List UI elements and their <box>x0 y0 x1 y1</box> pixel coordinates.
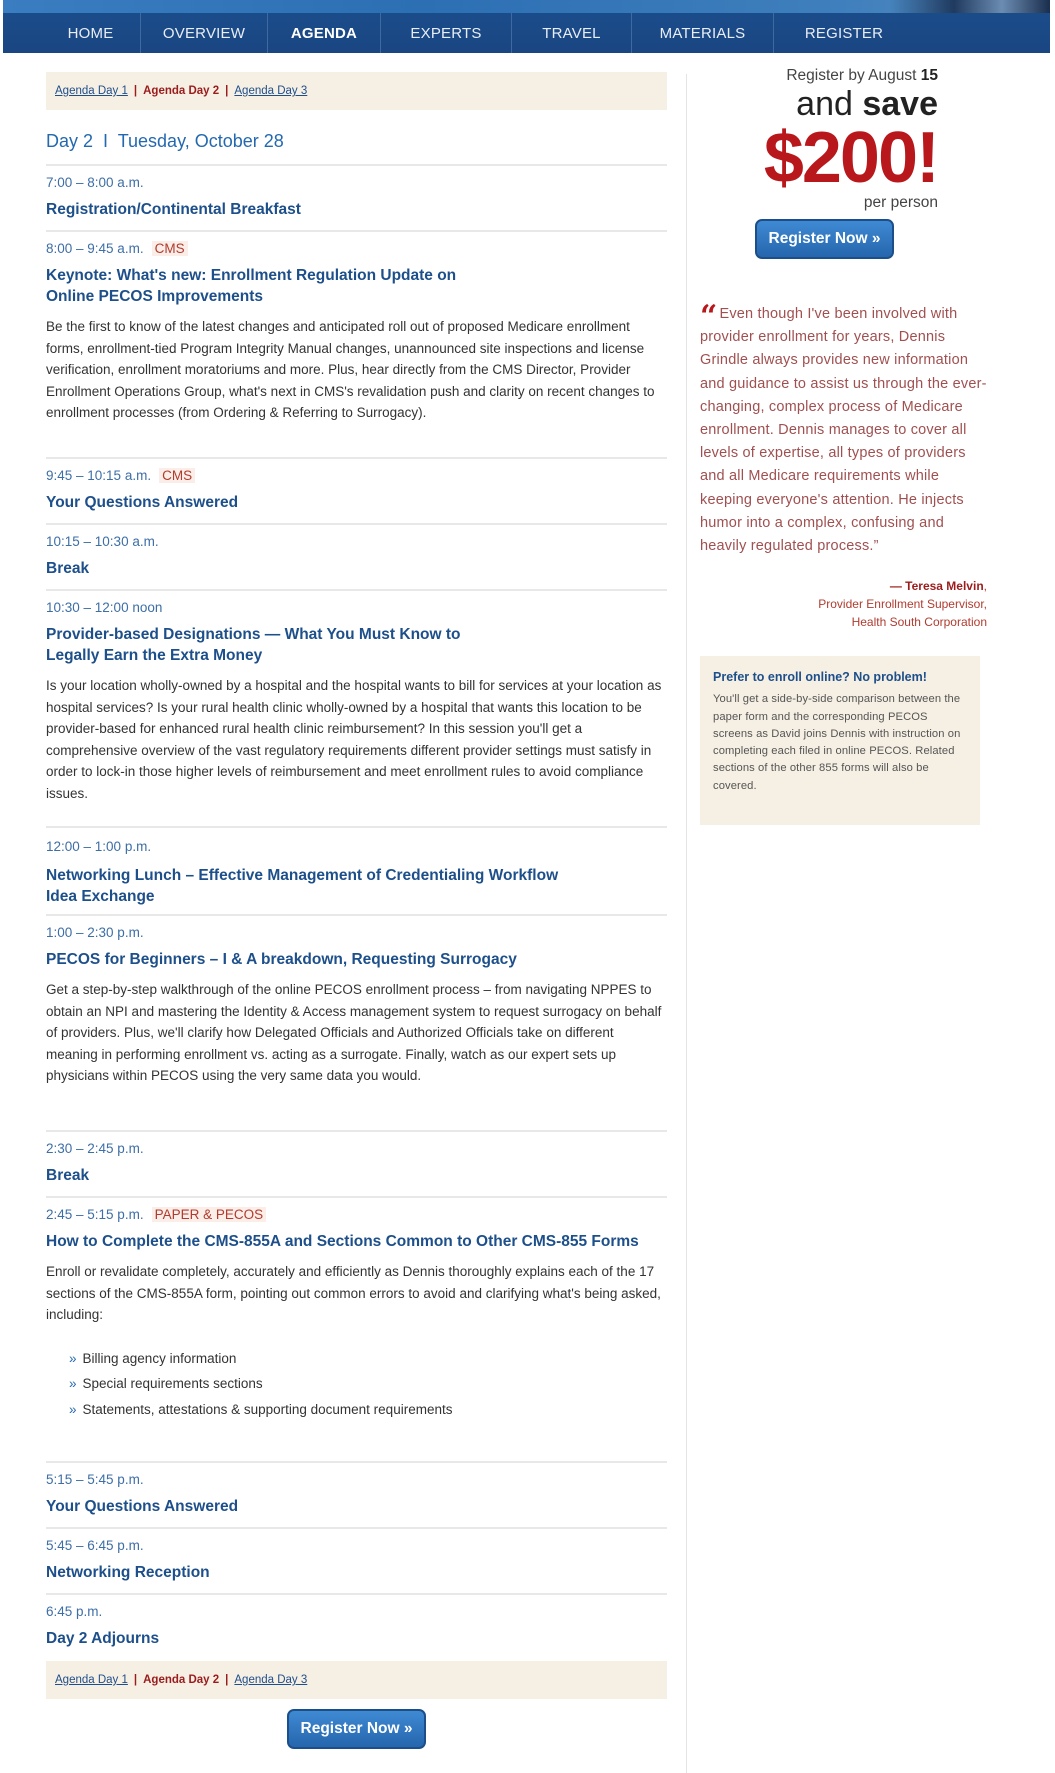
session <box>46 828 667 916</box>
session-title: Networking Lunch – Effective Management of Credentialing Workflow Idea Exchange <box>46 867 559 905</box>
session-description: Is your location wholly-owned by a hospital and the hospital wants to bill for services at your location as hospital services? Is your rural health clinic wholly-owned by a hospital that wants this location to be provider-based for enhanced rural health clinic reimbursement? In this session you'll get a comprehensive overview of the vast regulatory requirements different provider settings must satisfy in order to lock-in those higher levels of reimbursement and meet enrollment rules to avoid compliance issues. <box>46 678 662 801</box>
session-title: Break <box>46 1167 90 1184</box>
separator: | <box>225 1674 229 1686</box>
session-tag: CMS <box>152 241 188 256</box>
online-enroll-box <box>700 656 980 825</box>
nav-overview[interactable]: OVERVIEW <box>141 13 268 53</box>
chevron-right-icon: » <box>69 1401 77 1417</box>
session-time: 12:00 – 1:00 p.m. <box>46 839 152 854</box>
sidebar <box>700 66 990 825</box>
session <box>46 166 667 232</box>
session <box>46 1198 667 1463</box>
testimonial-org: Health South Corporation <box>851 615 987 630</box>
session-time: 10:15 – 10:30 a.m. <box>46 534 159 549</box>
session <box>46 525 667 591</box>
early-bird-promo <box>700 66 938 213</box>
session-description: Enroll or revalidate completely, accurately and efficiently as Dennis thoroughly explains each of the 17 sections of the CMS-855A form, pointing out common errors to avoid and clarifying what's being asked, including: <box>46 1264 661 1322</box>
testimonial-attribution: — Teresa Melvin, Provider Enrollment Supervisor, Health South Corporation <box>700 577 987 631</box>
promo-save-line: and save <box>796 85 938 123</box>
session <box>46 1529 667 1595</box>
session <box>46 1132 667 1198</box>
bullet-list <box>46 1346 667 1423</box>
session-title: Networking Reception <box>46 1564 210 1581</box>
nav-experts[interactable]: EXPERTS <box>381 13 512 53</box>
session-tag: PAPER & PECOS <box>152 1207 267 1222</box>
session <box>46 591 667 828</box>
session-title: Break <box>46 560 90 577</box>
promo-amount: $200! <box>763 118 938 198</box>
promo-per-person: per person <box>863 194 938 211</box>
session <box>46 916 667 1132</box>
session-time: 9:45 – 10:15 a.m. CMS <box>46 467 667 485</box>
column-divider <box>686 74 687 1773</box>
session <box>46 1595 667 1661</box>
day-title: Day 2 I Tuesday, October 28 <box>46 128 667 166</box>
session-time: 10:30 – 12:00 noon <box>46 600 163 615</box>
nav-register[interactable]: REGISTER <box>804 24 884 42</box>
agenda-day-links-bottom <box>46 1661 667 1699</box>
session <box>46 232 667 459</box>
agenda-column <box>46 72 667 1749</box>
session-time: 5:45 – 6:45 p.m. <box>46 1538 144 1553</box>
register-now-button[interactable]: Register Now » <box>287 1709 426 1749</box>
online-box-title: Prefer to enroll online? No problem! <box>713 670 927 685</box>
session-title: Your Questions Answered <box>46 1498 239 1515</box>
testimonial-role: Provider Enrollment Supervisor, <box>818 597 987 612</box>
session-title: Keynote: What's new: Enrollment Regulation Update on Online PECOS Improvements <box>46 267 457 305</box>
agenda-day-1-link[interactable]: Agenda Day 1 <box>55 85 128 97</box>
testimonial <box>700 299 990 558</box>
header-banner-image <box>890 0 1050 13</box>
session <box>46 1463 667 1529</box>
nav-travel[interactable]: TRAVEL <box>512 13 632 53</box>
list-item: » Statements, attestations & supporting document requirements <box>69 1401 453 1417</box>
nav-items <box>41 13 914 53</box>
chevron-right-icon: » <box>69 1376 77 1391</box>
separator: | <box>225 85 229 97</box>
nav-materials[interactable]: MATERIALS <box>632 13 774 53</box>
agenda-day-3-link[interactable]: Agenda Day 3 <box>234 85 308 97</box>
list-item: » Billing agency information <box>69 1350 237 1366</box>
separator: | <box>133 1674 138 1686</box>
separator: | <box>133 85 138 97</box>
session-time: 5:15 – 5:45 p.m. <box>46 1472 144 1487</box>
session-time: 8:00 – 9:45 a.m. CMS <box>46 240 667 258</box>
promo-deadline: Register by August 15 <box>786 67 938 84</box>
agenda-day-2-current: Agenda Day 2 <box>143 85 220 97</box>
online-box-text: You'll get a side-by-side comparison between the paper form and the corresponding PECOS screens as David joins Dennis with instruction on completing each filed in online PECOS. Related sections of the other 855 forms will also be covered. <box>713 693 961 792</box>
session-title: Registration/Continental Breakfast <box>46 201 301 218</box>
session <box>46 459 667 525</box>
agenda-day-links-top <box>46 72 667 110</box>
agenda-day-3-link[interactable]: Agenda Day 3 <box>234 1674 308 1686</box>
session-time: 2:45 – 5:15 p.m. PAPER & PECOS <box>46 1206 667 1224</box>
quote-mark-icon: “ <box>700 299 718 334</box>
session-time: 6:45 p.m. <box>46 1604 103 1619</box>
session-title: Provider-based Designations — What You Must Know to Legally Earn the Extra Money <box>46 626 461 664</box>
session-title: Your Questions Answered <box>46 494 239 511</box>
agenda-day-1-link[interactable]: Agenda Day 1 <box>55 1674 128 1686</box>
top-nav <box>3 0 1050 53</box>
session-tag: CMS <box>159 468 195 483</box>
session-description: Get a step-by-step walkthrough of the online PECOS enrollment process – from navigating NPPES to obtain an NPI and mastering the Identity & Access management system to request surrogacy on behalf of providers. Plus, we'll clarify how Delegated Officials and Authorized Officials take on different meaning in performing enrollment vs. acting as a surrogate. Finally, watch as our expert sets up physicians within PECOS using the very same data you would. <box>46 982 662 1083</box>
promo-button-wrap <box>700 219 938 259</box>
chevron-right-icon: » <box>69 1350 77 1366</box>
session-time: 7:00 – 8:00 a.m. <box>46 175 144 190</box>
register-now-button[interactable]: Register Now » <box>755 219 894 259</box>
session-title: PECOS for Beginners – I & A breakdown, Requesting Surrogacy <box>46 951 517 968</box>
session-title: Day 2 Adjourns <box>46 1630 160 1647</box>
nav-home[interactable]: HOME <box>41 13 141 53</box>
nav-agenda[interactable]: AGENDA <box>268 13 381 53</box>
session-time: 1:00 – 2:30 p.m. <box>46 925 144 940</box>
session-title: How to Complete the CMS-855A and Sections Common to Other CMS-855 Forms <box>46 1233 639 1250</box>
session-time: 2:30 – 2:45 p.m. <box>46 1141 144 1156</box>
agenda-day-2-current: Agenda Day 2 <box>143 1674 220 1686</box>
list-item: » Special requirements sections <box>69 1376 263 1391</box>
testimonial-text: Even though I've been involved with provider enrollment for years, Dennis Grindle always provides new information and guidance to assist us through the ever-changing, complex process of Medicare enrollment. Dennis manages to cover all levels of expertise, all types of providers and all Medicare requirements while keeping everyone's attention. He injects humor into a complex, confusing and heavily regulated process.” <box>700 306 987 555</box>
testimonial-name: — Teresa Melvin <box>889 579 984 594</box>
session-description: Be the first to know of the latest changes and anticipated roll out of proposed Medicare enrollment forms, enrollment-tied Program Integrity Manual changes, unannounced site inspections and license verification, enrollment moratoriums and more. Plus, hear directly from the CMS Director, Provider Enrollment Operations Group, what's next in CMS's revalidation push and clarity on recent changes to enrollment processes (from Ordering & Referring to Surrogacy). <box>46 319 655 420</box>
bottom-register-wrap <box>46 1709 667 1749</box>
